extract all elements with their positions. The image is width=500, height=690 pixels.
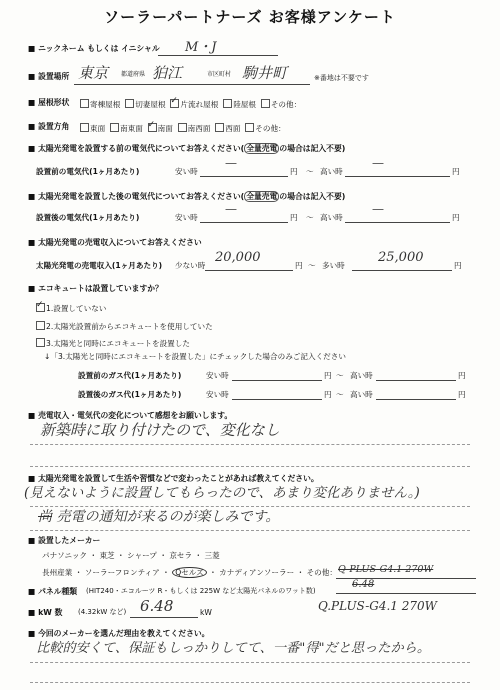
direction-option[interactable]: 南東面 [110, 124, 143, 133]
maker-other-value[interactable]: Q-PLUS-G4.1 270W [338, 564, 434, 575]
nickname-value[interactable]: M・J [185, 40, 217, 55]
checkbox[interactable] [80, 123, 89, 132]
q-after-high-value[interactable]: — [372, 202, 384, 216]
tilde: ～ [336, 390, 344, 399]
checkbox[interactable] [80, 99, 89, 108]
q-ecocute-question: ■ エコキュートは設置していますか？ [28, 285, 163, 293]
q-impression-question: ■ 売電収入・電気代の変化について感想をお願いします。 [28, 412, 232, 420]
location-area[interactable]: 駒井町 [242, 64, 288, 82]
q-before-low-value[interactable]: — [225, 156, 237, 170]
q-before-row-label: 設置前の電気代(1ヶ月あたり) [36, 167, 140, 176]
q-income-high-value[interactable]: 25,000 [378, 250, 424, 265]
yen-unit: 円 [290, 213, 298, 222]
location-pref[interactable]: 東京 [78, 64, 109, 82]
q-kw-note: (4.32kW など) [78, 608, 127, 616]
reason-answer[interactable]: 比較的安くて、保証もしっかりしてて、一番"得"だと思ったから。 [36, 641, 431, 656]
location-city-unit: 市区町村 [207, 71, 232, 78]
q-after-question: ■ 太陽光発電を設置した後の電気代についてお答えください( 全量売電 の場合は記入不要) [28, 193, 345, 201]
yen-unit: 円 [324, 390, 332, 399]
q-after-low-value[interactable]: — [225, 202, 237, 216]
direction-option[interactable]: その他： [245, 124, 285, 133]
yen-unit: 円 [454, 261, 462, 270]
maker-selected[interactable]: Qセルズ [172, 567, 207, 578]
checkbox[interactable] [178, 123, 187, 132]
roof-option[interactable]: 陸屋根 [223, 100, 256, 109]
q-panel-note: (HIT240・エコルーツ R・もしくは 225W など太陽光パネルのワット数) [86, 587, 316, 595]
checkbox-checked[interactable] [36, 303, 45, 312]
gas-before-low-label: 安い時 [206, 371, 229, 380]
tilde: ～ [308, 261, 316, 270]
checkbox[interactable] [36, 321, 45, 330]
location-label: ■ 設置場所 [28, 73, 69, 81]
yen-unit: 円 [290, 167, 298, 176]
yen-unit: 円 [458, 390, 466, 399]
q-income-question: ■ 太陽光発電の売電収入についてお答えください [28, 239, 202, 247]
direction-option[interactable]: ✓ 南面 [148, 124, 173, 133]
ecocute-option-3[interactable]: 3.太陽光と同時にエコキュートを設置した [36, 338, 190, 348]
q-after-row-label: 設置後の電気代(1ヶ月あたり) [36, 213, 140, 222]
direction-option[interactable]: 南西面 [178, 124, 211, 133]
ecocute-option-1[interactable]: ✓1.設置していない [36, 303, 106, 313]
tilde: ～ [306, 213, 314, 222]
checkbox-checked[interactable] [148, 123, 157, 132]
q-reason-question: ■ 今回のメーカーを選んだ理由を教えてください。 [28, 630, 209, 638]
q-income-high-label: 多い時 [322, 261, 345, 270]
tilde: ～ [336, 371, 344, 380]
q-income-low-value[interactable]: 20,000 [215, 250, 261, 265]
impression-answer[interactable]: 新築時に取り付けたので、変化なし [40, 421, 280, 439]
q-maker-question: ■ 設置したメーカー [28, 537, 100, 545]
q-before-question: ■ 太陽光発電を設置する前の電気代についてお答えください( 全量売電 の場合は記入不要) [28, 145, 345, 153]
maker-row-1: パナソニック ・ 東芝 ・ シャープ ・ 京セラ ・ 三菱 [42, 551, 220, 560]
checkbox[interactable] [36, 338, 45, 347]
location-pref-unit: 都道府県 [121, 71, 146, 78]
checkbox-checked[interactable] [170, 99, 179, 108]
q-before-low-label: 安い時 [175, 167, 198, 176]
q-panel-question: ■ パネル種類 [28, 588, 77, 596]
location-city[interactable]: 狛江 [152, 64, 183, 82]
gas-after-label: 設置後のガス代(1ヶ月あたり) [78, 390, 182, 399]
gas-before-high-label: 高い時 [350, 371, 373, 380]
maker-row-2: 長州産業 ・ ソーラーフロンティア ・ Qセルズ ・ カナディアンソーラー ・ その他： [42, 568, 337, 577]
panel-value-struck[interactable]: 6.48 [352, 579, 375, 590]
roof-option[interactable]: ✓ 片流れ屋根 [170, 100, 218, 109]
direction-label: ■ 設置方角 [28, 123, 69, 131]
yen-unit: 円 [458, 371, 466, 380]
q-income-low-label: 少ない時 [175, 261, 206, 270]
checkbox[interactable] [261, 99, 270, 108]
tilde: ～ [306, 167, 314, 176]
change-answer-line2[interactable]: 尚 売電の通知が来るのが楽しみです。 [38, 509, 280, 525]
kw-unit: kW [200, 608, 212, 617]
nickname-label: ■ ニックネーム もしくは イニシャル [28, 45, 160, 53]
roof-option[interactable]: 切妻屋根 [125, 100, 165, 109]
q-after-low-label: 安い時 [175, 213, 198, 222]
yen-unit: 円 [452, 213, 460, 222]
roof-options [80, 99, 301, 109]
yen-unit: 円 [295, 261, 303, 270]
checkbox[interactable] [223, 99, 232, 108]
checkbox[interactable] [125, 99, 134, 108]
q-kw-question: ■ kW 数 [28, 609, 62, 617]
direction-options [80, 123, 286, 133]
roof-option[interactable]: その他： [261, 100, 301, 109]
change-answer-line1[interactable]: (見えないように設置してもらったので、あまり変化ありません。) [24, 485, 420, 501]
checkbox[interactable] [245, 123, 254, 132]
panel-handwritten[interactable]: Q.PLUS-G4.1 270W [318, 599, 437, 613]
survey-title: ソーラーパートナーズ お客様アンケート [104, 8, 396, 26]
roof-label: ■ 屋根形状 [28, 99, 69, 107]
checkbox[interactable] [110, 123, 119, 132]
q-before-high-label: 高い時 [320, 167, 343, 176]
q-income-row-label: 太陽光発電の売電収入(1ヶ月あたり) [36, 261, 163, 270]
q-before-high-value[interactable]: — [372, 156, 384, 170]
kw-value[interactable]: 6.48 [140, 597, 174, 615]
gas-before-label: 設置前のガス代(1ヶ月あたり) [78, 371, 182, 380]
q-after-high-label: 高い時 [320, 213, 343, 222]
location-note: ※番地は不要です [314, 74, 369, 82]
q-change-question: ■ 太陽光発電を設置して生活や習慣などで変わったことがあれば教えてください。 [28, 475, 319, 483]
ecocute-note: ↓「3.太陽光と同時にエコキュートを設置した」にチェックした場合のみご記入ください [44, 352, 346, 361]
direction-option[interactable]: 東面 [80, 124, 105, 133]
roof-option[interactable]: 寄棟屋根 [80, 100, 120, 109]
gas-after-low-label: 安い時 [206, 390, 229, 399]
yen-unit: 円 [324, 371, 332, 380]
checkbox[interactable] [215, 123, 224, 132]
gas-after-high-label: 高い時 [350, 390, 373, 399]
direction-option[interactable]: 西面 [215, 124, 240, 133]
ecocute-option-2[interactable]: 2.太陽光設置前からエコキュートを使用していた [36, 321, 213, 331]
yen-unit: 円 [452, 167, 460, 176]
